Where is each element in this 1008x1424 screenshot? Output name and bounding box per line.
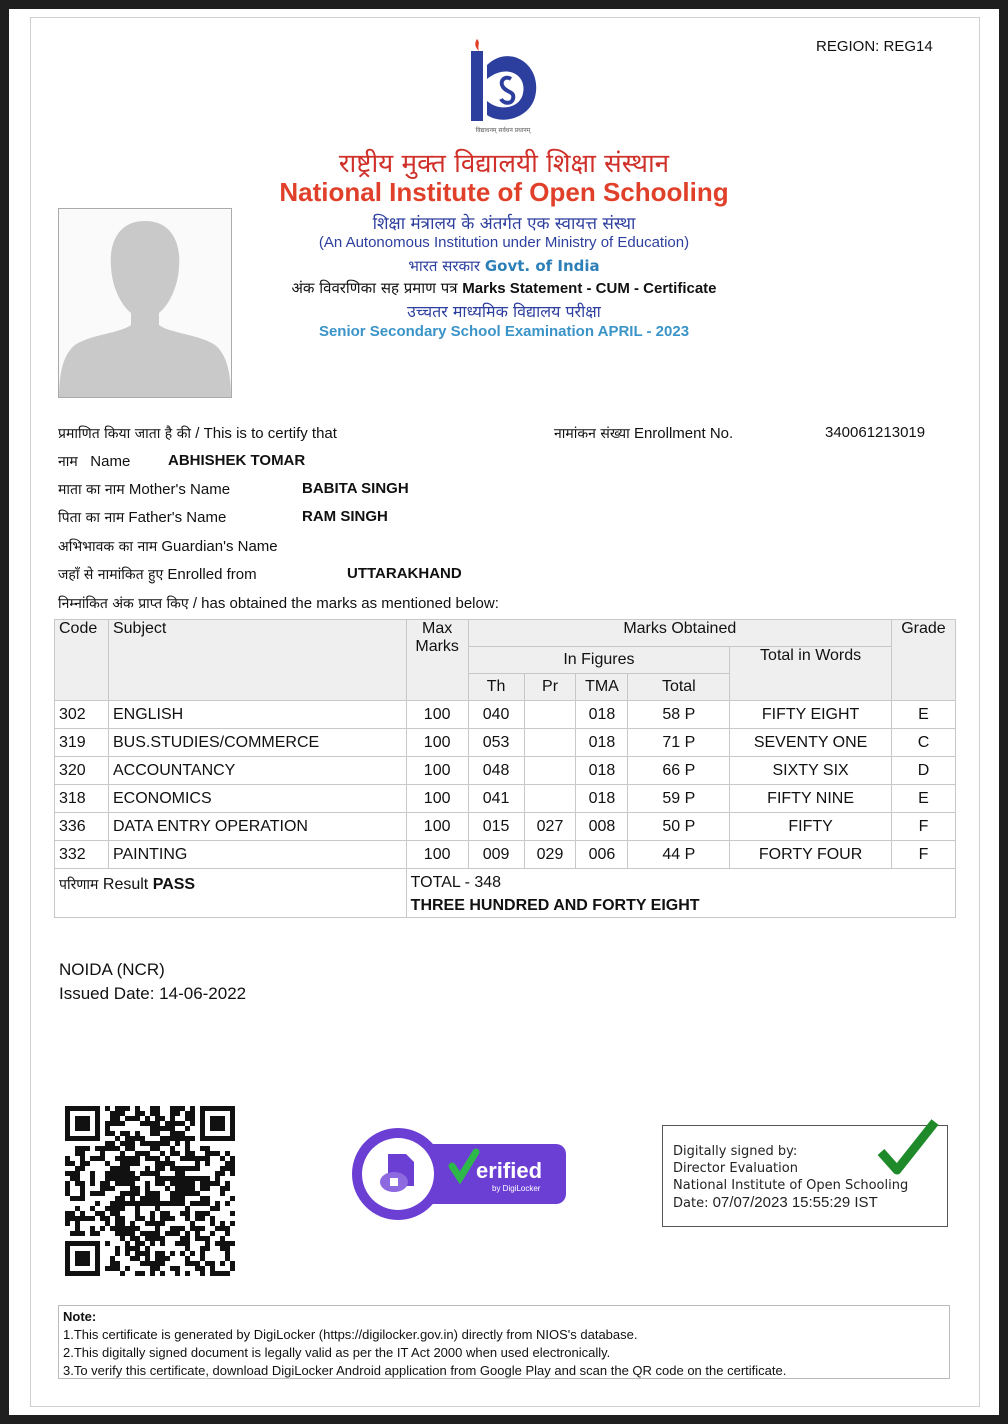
name-label: Name bbox=[90, 453, 131, 470]
subject-name: PAINTING bbox=[108, 841, 406, 869]
total-marks: 50 P bbox=[628, 813, 730, 841]
subject-code: 320 bbox=[55, 757, 109, 785]
person-silhouette-icon bbox=[59, 209, 231, 397]
grand-total-words: THREE HUNDRED AND FORTY EIGHT bbox=[410, 897, 700, 914]
max-marks: 100 bbox=[406, 757, 468, 785]
grade: E bbox=[891, 785, 955, 813]
total-marks: 66 P bbox=[628, 757, 730, 785]
table-row bbox=[55, 813, 956, 841]
header-tma: TMA bbox=[576, 674, 628, 701]
tma-marks: 006 bbox=[576, 841, 628, 869]
practical-marks bbox=[524, 757, 576, 785]
header-th: Th bbox=[468, 674, 524, 701]
document-type-hindi: अंक विवरणिका सह प्रमाण पत्र bbox=[291, 279, 458, 297]
govt-hindi: भारत सरकार bbox=[408, 257, 481, 275]
grade: E bbox=[891, 701, 955, 729]
table-row bbox=[55, 701, 956, 729]
guardian-label: Guardian's Name bbox=[161, 538, 278, 555]
result-hindi: परिणाम bbox=[59, 877, 99, 893]
father-row bbox=[58, 508, 226, 527]
name-row bbox=[58, 452, 130, 471]
institute-name-hindi: राष्ट्रीय मुक्त विद्यालयी शिक्षा संस्थान bbox=[338, 149, 670, 179]
practical-marks bbox=[524, 729, 576, 757]
total-marks: 59 P bbox=[628, 785, 730, 813]
tma-marks: 008 bbox=[576, 813, 628, 841]
digital-signature-box[interactable] bbox=[662, 1125, 948, 1227]
table-row bbox=[55, 841, 956, 869]
candidate-name: ABHISHEK TOMAR bbox=[168, 452, 306, 469]
issue-info bbox=[59, 958, 246, 1006]
total-in-words: SIXTY SIX bbox=[730, 757, 892, 785]
header-in-figures: In Figures bbox=[468, 647, 730, 674]
note-item: 2.This digitally signed document is legally valid as per the IT Act 2000 when used electronically. bbox=[63, 1345, 611, 1360]
subject-code: 332 bbox=[55, 841, 109, 869]
header-grade: Grade bbox=[891, 620, 955, 701]
svg-text:विद्याधनम् सर्वधन प्रधानम्: विद्याधनम् सर्वधन प्रधानम् bbox=[475, 127, 531, 134]
header-pr: Pr bbox=[524, 674, 576, 701]
subject-name: ENGLISH bbox=[108, 701, 406, 729]
signature-date-row bbox=[673, 1194, 908, 1212]
subject-name: ACCOUNTANCY bbox=[108, 757, 406, 785]
practical-marks: 029 bbox=[524, 841, 576, 869]
subject-name: ECONOMICS bbox=[108, 785, 406, 813]
header-max: Max bbox=[422, 620, 453, 637]
grade: F bbox=[891, 813, 955, 841]
subject-code: 336 bbox=[55, 813, 109, 841]
theory-marks: 015 bbox=[468, 813, 524, 841]
total-marks: 71 P bbox=[628, 729, 730, 757]
ministry-line-hindi: शिक्षा मंत्रालय के अंतर्गत एक स्वायत्त संस्था bbox=[372, 214, 636, 234]
mother-row bbox=[58, 480, 230, 499]
total-in-words: FORTY FOUR bbox=[730, 841, 892, 869]
enrolled-row bbox=[58, 565, 257, 584]
signature-line-2: Director Evaluation bbox=[673, 1161, 798, 1176]
institute-name-english: National Institute of Open Schooling bbox=[279, 177, 729, 207]
obtained-hindi: निम्नांकित अंक प्राप्त किए bbox=[58, 596, 189, 612]
signature-line-3: National Institute of Open Schooling bbox=[673, 1178, 909, 1193]
result-cell bbox=[55, 869, 407, 918]
header-marks: Marks bbox=[415, 638, 459, 655]
signature-line-1: Digitally signed by: bbox=[673, 1144, 798, 1159]
signature-date-label: Date: bbox=[673, 1196, 709, 1211]
enrollment-hindi: नामांकन संख्या bbox=[554, 426, 630, 442]
max-marks: 100 bbox=[406, 841, 468, 869]
certify-english: / This is to certify that bbox=[195, 425, 337, 442]
guardian-hindi: अभिभावक का नाम bbox=[58, 539, 158, 555]
subject-code: 318 bbox=[55, 785, 109, 813]
signature-text bbox=[673, 1143, 908, 1212]
theory-marks: 048 bbox=[468, 757, 524, 785]
note-title: Note: bbox=[63, 1309, 97, 1324]
qr-code[interactable] bbox=[65, 1106, 235, 1276]
svg-text:by DigiLocker: by DigiLocker bbox=[492, 1184, 541, 1193]
document-type-english: Marks Statement - CUM - Certificate bbox=[462, 280, 717, 297]
subject-name: DATA ENTRY OPERATION bbox=[108, 813, 406, 841]
total-marks: 44 P bbox=[628, 841, 730, 869]
grade: C bbox=[891, 729, 955, 757]
obtained-label: / has obtained the marks as mentioned below: bbox=[192, 595, 499, 612]
enrollment-number: 340061213019 bbox=[825, 424, 926, 441]
max-marks: 100 bbox=[406, 813, 468, 841]
result-label: Result bbox=[102, 876, 149, 893]
theory-marks: 053 bbox=[468, 729, 524, 757]
exam-name-english: Senior Secondary School Examination APRIL - 2023 bbox=[318, 323, 690, 340]
signature-date: 07/07/2023 15:55:29 IST bbox=[712, 1194, 878, 1211]
header-max-marks bbox=[406, 620, 468, 701]
svg-text:erified: erified bbox=[476, 1158, 543, 1183]
enrolled-label: Enrolled from bbox=[167, 566, 257, 583]
subject-code: 319 bbox=[55, 729, 109, 757]
theory-marks: 041 bbox=[468, 785, 524, 813]
ministry-line-english: (An Autonomous Institution under Ministry of Education) bbox=[318, 234, 690, 251]
practical-marks bbox=[524, 701, 576, 729]
certify-line bbox=[58, 424, 337, 443]
total-in-words: FIFTY EIGHT bbox=[730, 701, 892, 729]
result-value: PASS bbox=[152, 876, 196, 893]
marks-table bbox=[54, 619, 956, 918]
max-marks: 100 bbox=[406, 785, 468, 813]
issue-place: NOIDA (NCR) bbox=[59, 960, 165, 979]
tma-marks: 018 bbox=[576, 729, 628, 757]
practical-marks: 027 bbox=[524, 813, 576, 841]
header-marks-obtained: Marks Obtained bbox=[468, 620, 891, 647]
table-row bbox=[55, 757, 956, 785]
note-box bbox=[58, 1305, 950, 1379]
obtained-row bbox=[58, 594, 499, 613]
guardian-row bbox=[58, 537, 278, 556]
digilocker-verified-badge bbox=[352, 1128, 568, 1220]
total-in-words: FIFTY NINE bbox=[730, 785, 892, 813]
max-marks: 100 bbox=[406, 701, 468, 729]
enrolled-from: UTTARAKHAND bbox=[347, 565, 462, 582]
practical-marks bbox=[524, 785, 576, 813]
grade: D bbox=[891, 757, 955, 785]
exam-name-hindi: उच्चतर माध्यमिक विद्यालय परीक्षा bbox=[407, 302, 601, 321]
note-item: 3.To verify this certificate, download DigiLocker Android application from Google Play and scan the QR code on the certificate. bbox=[63, 1363, 787, 1378]
certify-hindi: प्रमाणित किया जाता है की bbox=[58, 426, 192, 442]
theory-marks: 040 bbox=[468, 701, 524, 729]
issue-date: Issued Date: 14-06-2022 bbox=[59, 984, 247, 1003]
total-in-words: FIFTY bbox=[730, 813, 892, 841]
enrollment-english: Enrollment No. bbox=[633, 425, 734, 442]
enrolled-hindi: जहाँ से नामांकित हुए bbox=[58, 567, 164, 583]
grand-total-cell bbox=[406, 869, 955, 918]
enrollment-label bbox=[554, 424, 733, 443]
table-row bbox=[55, 729, 956, 757]
header-total-in-words: Total in Words bbox=[730, 647, 892, 701]
father-hindi: पिता का नाम bbox=[58, 510, 125, 526]
theory-marks: 009 bbox=[468, 841, 524, 869]
grand-total: TOTAL - 348 bbox=[410, 874, 502, 891]
candidate-photo bbox=[58, 208, 232, 398]
tma-marks: 018 bbox=[576, 757, 628, 785]
header-total: Total bbox=[628, 674, 730, 701]
max-marks: 100 bbox=[406, 729, 468, 757]
mother-label: Mother's Name bbox=[128, 481, 231, 498]
mother-name: BABITA SINGH bbox=[302, 480, 409, 497]
note-item: 1.This certificate is generated by DigiLocker (https://digilocker.gov.in) directly from NIOS's database. bbox=[63, 1327, 638, 1342]
result-row bbox=[55, 869, 956, 918]
subject-name: BUS.STUDIES/COMMERCE bbox=[108, 729, 406, 757]
name-hindi: नाम bbox=[58, 454, 78, 470]
grade: F bbox=[891, 841, 955, 869]
total-marks: 58 P bbox=[628, 701, 730, 729]
tma-marks: 018 bbox=[576, 785, 628, 813]
father-label: Father's Name bbox=[128, 509, 227, 526]
header-code: Code bbox=[55, 620, 109, 701]
father-name: RAM SINGH bbox=[302, 508, 388, 525]
table-row bbox=[55, 785, 956, 813]
mother-hindi: माता का नाम bbox=[58, 482, 125, 498]
subject-code: 302 bbox=[55, 701, 109, 729]
govt-english: Govt. of India bbox=[484, 257, 600, 275]
nios-logo bbox=[465, 35, 541, 135]
total-in-words: SEVENTY ONE bbox=[730, 729, 892, 757]
region-code: REGION: REG14 bbox=[816, 38, 933, 55]
tma-marks: 018 bbox=[576, 701, 628, 729]
header-subject: Subject bbox=[108, 620, 406, 701]
